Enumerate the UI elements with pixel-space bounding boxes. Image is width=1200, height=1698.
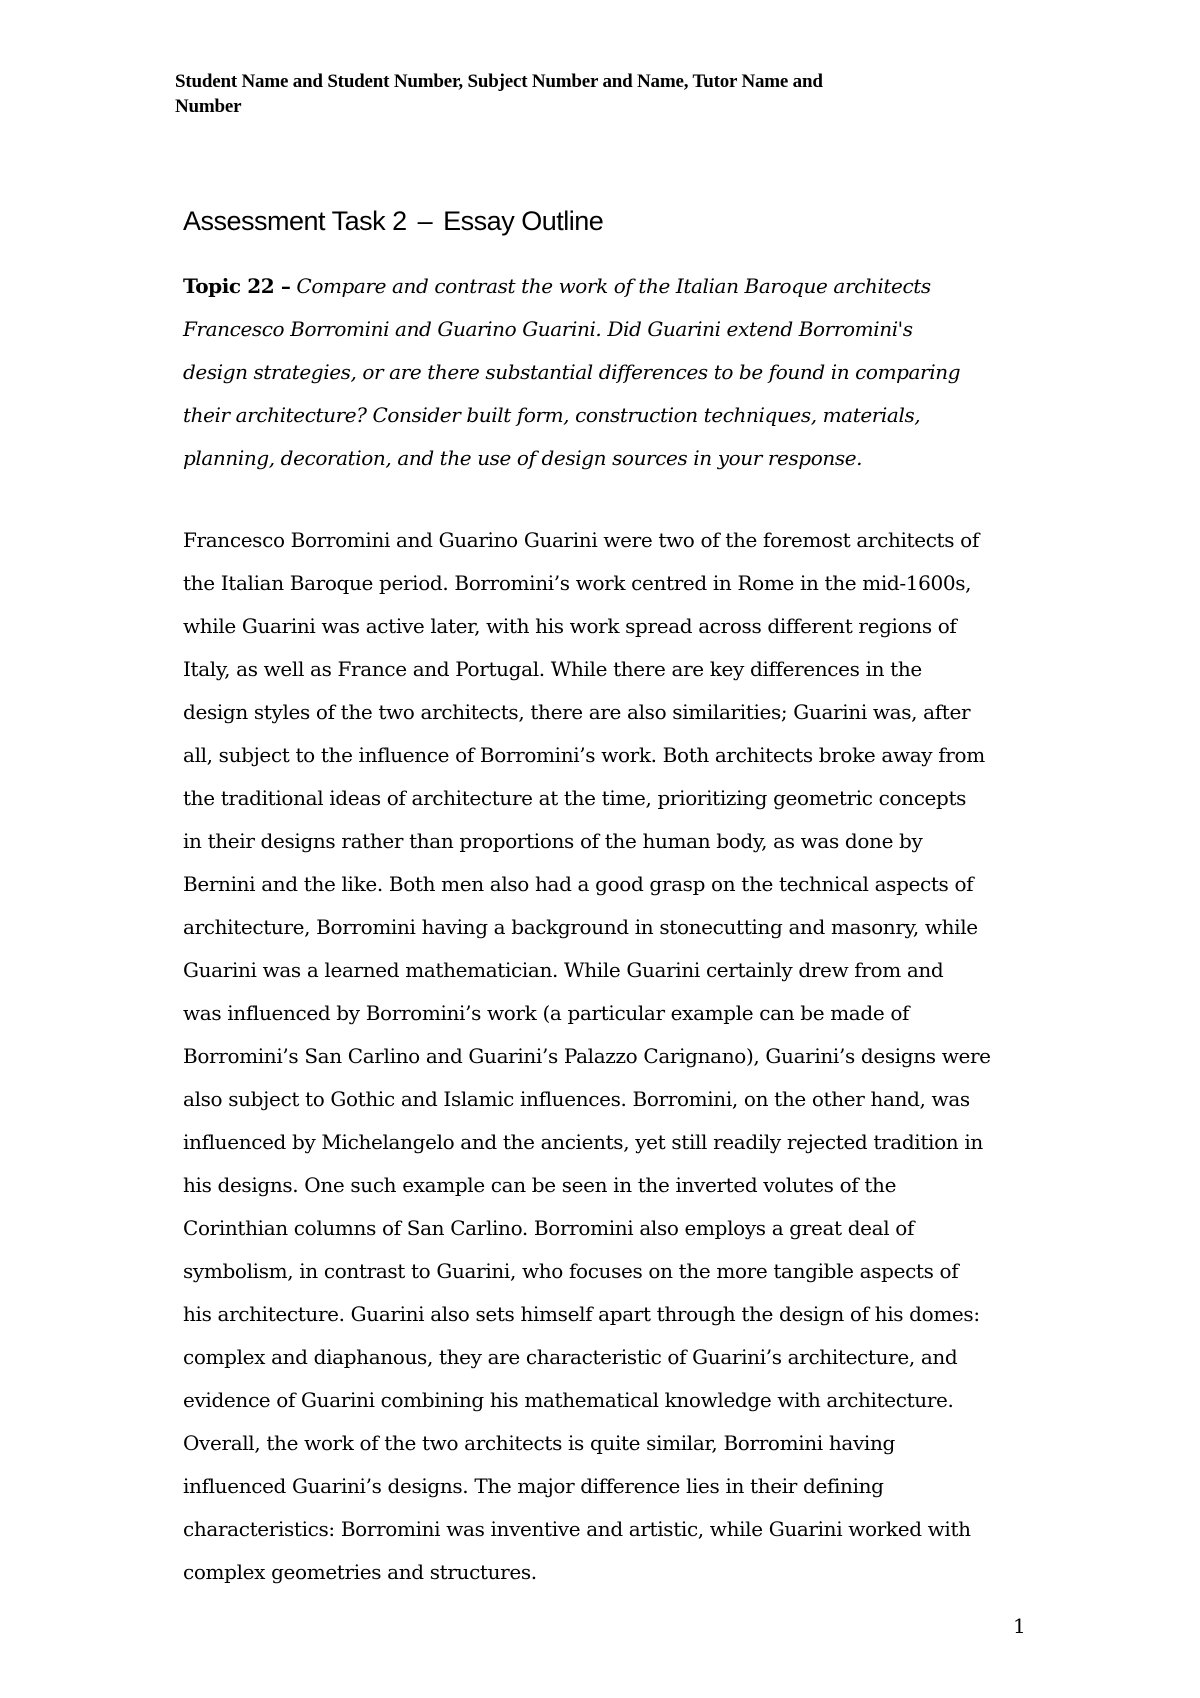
topic-line: their architecture? Consider built form, construction techniques, materials, <box>183 403 921 427</box>
paragraph-line: in their designs rather than proportions of the human body, as was done by <box>183 829 923 853</box>
paragraph-line: Borromini’s San Carlino and Guarini’s Palazzo Carignano), Guarini’s designs were <box>183 1044 991 1068</box>
paragraph-line: complex and diaphanous, they are characteristic of Guarini’s architecture, and <box>183 1345 958 1369</box>
paragraph-line: influenced Guarini’s designs. The major difference lies in their defining <box>183 1474 884 1498</box>
paragraph-line: design styles of the two architects, there are also similarities; Guarini was, after <box>183 700 971 724</box>
paragraph-line: while Guarini was active later, with his work spread across different regions of <box>183 614 957 638</box>
title-part-2: Essay Outline <box>443 206 604 236</box>
paragraph-line: Francesco Borromini and Guarino Guarini were two of the foremost architects of <box>183 528 979 552</box>
title-part-1: Assessment Task 2 <box>183 206 407 236</box>
topic-block <box>183 265 1033 480</box>
student-info-header <box>175 69 975 119</box>
topic-line: planning, decoration, and the use of design sources in your response. <box>183 446 863 470</box>
paragraph-line: Bernini and the like. Both men also had a good grasp on the technical aspects of <box>183 872 974 896</box>
paragraph-line: evidence of Guarini combining his mathematical knowledge with architecture. <box>183 1388 954 1412</box>
paragraph-line: the Italian Baroque period. Borromini’s work centred in Rome in the mid-1600s, <box>183 571 972 595</box>
page-title <box>183 203 603 239</box>
title-dash: – <box>417 206 433 236</box>
paragraph-line: Italy, as well as France and Portugal. While there are key differences in the <box>183 657 922 681</box>
paragraph-line: his architecture. Guarini also sets himself apart through the design of his domes: <box>183 1302 980 1326</box>
paragraph-line: symbolism, in contrast to Guarini, who focuses on the more tangible aspects of <box>183 1259 959 1283</box>
topic-label: Topic 22 – <box>183 274 291 298</box>
paragraph-line: Overall, the work of the two architects is quite similar, Borromini having <box>183 1431 895 1455</box>
page-number: 1 <box>1013 1614 1026 1638</box>
paragraph-line: architecture, Borromini having a background in stonecutting and masonry, while <box>183 915 978 939</box>
paragraph-line: characteristics: Borromini was inventive and artistic, while Guarini worked with <box>183 1517 971 1541</box>
paragraph-line: influenced by Michelangelo and the ancients, yet still readily rejected tradition in <box>183 1130 983 1154</box>
paragraph-line: the traditional ideas of architecture at the time, prioritizing geometric concepts <box>183 786 967 810</box>
paragraph-line: was influenced by Borromini’s work (a particular example can be made of <box>183 1001 910 1025</box>
paragraph-line: also subject to Gothic and Islamic influences. Borromini, on the other hand, was <box>183 1087 970 1111</box>
topic-line <box>183 265 1033 308</box>
header-line-1: Student Name and Student Number, Subject Number and Name, Tutor Name and <box>175 71 823 92</box>
topic-line: design strategies, or are there substantial differences to be found in comparing <box>183 360 961 384</box>
topic-line: Francesco Borromini and Guarino Guarini. Did Guarini extend Borromini's <box>183 317 913 341</box>
paragraph-line: his designs. One such example can be seen in the inverted volutes of the <box>183 1173 897 1197</box>
topic-text: Compare and contrast the work of the Italian Baroque architects <box>296 274 931 298</box>
paragraph-line: all, subject to the influence of Borromini’s work. Both architects broke away from <box>183 743 985 767</box>
header-line-2: Number <box>175 96 242 117</box>
paragraph-line: complex geometries and structures. <box>183 1560 537 1584</box>
paragraph-line: Guarini was a learned mathematician. While Guarini certainly drew from and <box>183 958 944 982</box>
paragraph-line: Corinthian columns of San Carlino. Borromini also employs a great deal of <box>183 1216 915 1240</box>
essay-body-paragraph <box>183 519 1053 1594</box>
